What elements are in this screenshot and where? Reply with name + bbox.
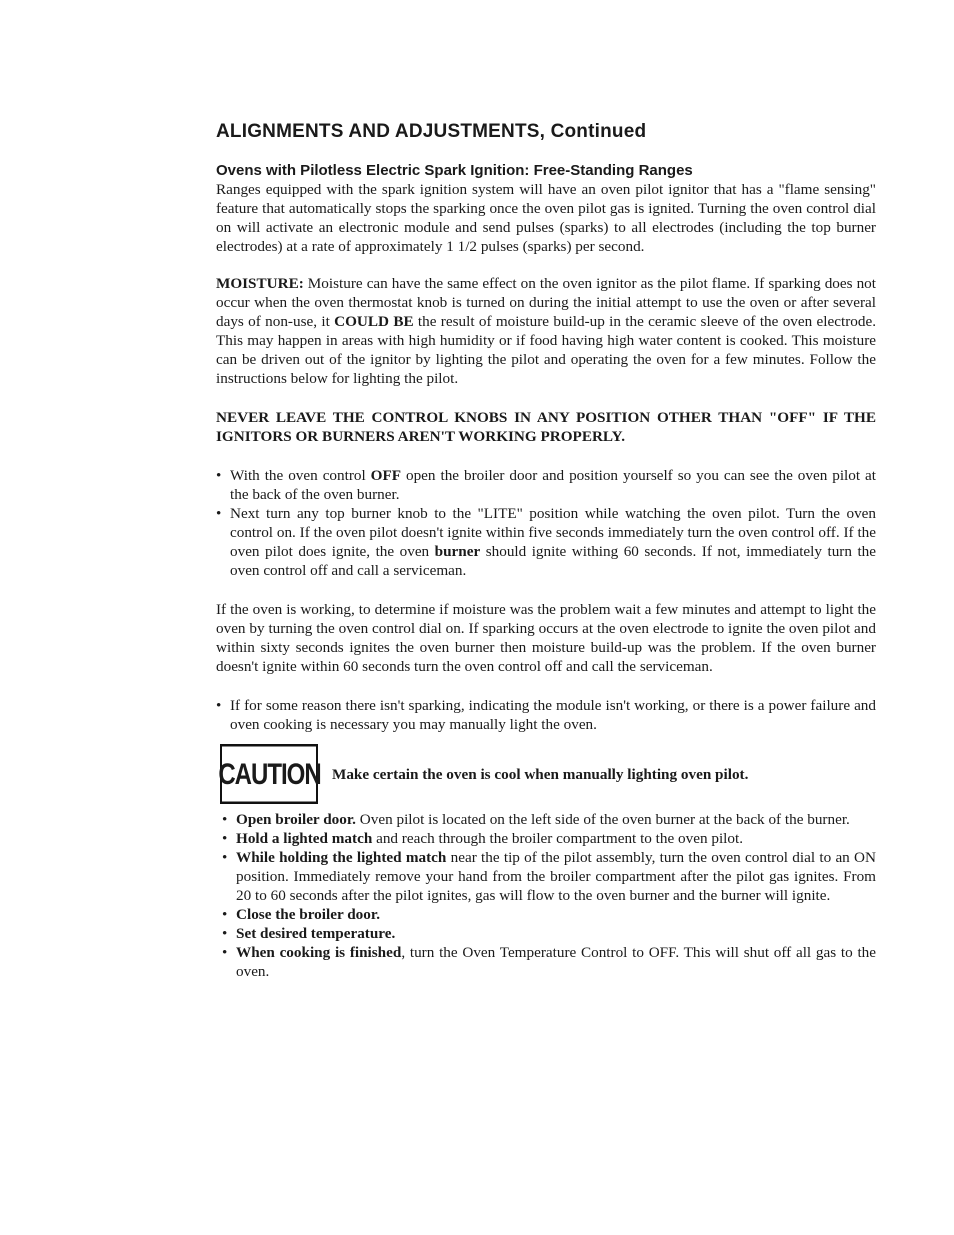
bullet-icon: • — [222, 849, 228, 866]
initial-steps-list — [216, 466, 876, 580]
step-text: near the tip of the pilot assembly, turn the oven control dial to an ON position. Immediately remove your hand from the broiler compartment after the pilot gas ignites. From 20 to 60 seconds after the pilot ignites, gas will flow to the oven burner and the burner will ignite. — [236, 849, 876, 904]
bullet-icon: • — [216, 505, 222, 522]
bullet-icon: • — [222, 830, 228, 847]
list-item — [222, 924, 876, 943]
list-item — [222, 829, 876, 848]
bullet-text: With the oven control — [230, 467, 371, 484]
list-item — [222, 905, 876, 924]
bullet-text: Next turn any top burner knob to the "LITE" position while watching the oven pilot. Turn the oven control on. If the oven pilot doesn't ignite within five seconds immediately turn the oven control off. If the oven pilot does ignite, the oven — [230, 505, 876, 560]
moisture-paragraph — [216, 274, 876, 388]
caution-text: Make certain the oven is cool when manually lighting oven pilot. — [332, 765, 749, 783]
bullet-icon: • — [222, 925, 228, 942]
bullet-bold: burner — [434, 543, 481, 560]
step-bold: Hold a lighted match — [236, 830, 373, 847]
warning-text: NEVER LEAVE THE CONTROL KNOBS IN ANY POSITION OTHER THAN "OFF" IF THE IGNITORS OR BURNERS AREN'T WORKING PROPERLY. — [216, 409, 876, 445]
page-heading: ALIGNMENTS AND ADJUSTMENTS, Continued — [216, 121, 647, 142]
bullet-icon: • — [216, 697, 222, 714]
list-item — [216, 696, 876, 734]
power-failure-list — [216, 696, 876, 734]
step-text: and reach through the broiler compartment to the oven pilot. — [372, 830, 743, 847]
list-item — [216, 466, 876, 504]
bullet-text: If for some reason there isn't sparking, indicating the module isn't working, or there is a power failure and oven cooking is necessary you may manually light the oven. — [230, 697, 876, 733]
bullet-text: should ignite withing 60 seconds. If not, immediately turn the oven control off and call a serviceman. — [230, 543, 877, 579]
list-item — [216, 504, 876, 580]
moisture-label: MOISTURE: — [216, 275, 304, 292]
step-bold: Close the broiler door. — [236, 906, 380, 923]
section-title: Ovens with Pilotless Electric Spark Ignition: Free-Standing Ranges — [216, 162, 693, 179]
manual-lighting-steps — [222, 810, 876, 981]
caution-notice — [220, 750, 876, 798]
list-item — [222, 810, 876, 829]
step-bold: While holding the lighted match — [236, 849, 447, 866]
step-text: Oven pilot is located on the left side of the oven burner at the back of the burner. — [355, 811, 850, 828]
bullet-icon: • — [222, 906, 228, 923]
bullet-icon: • — [222, 811, 228, 828]
step-bold: When cooking is finished — [236, 944, 402, 961]
moisture-emphasis: COULD BE — [334, 313, 414, 330]
moisture-text-2: the result of moisture build-up in the ceramic sleeve of the oven electrode. This may happen in areas with high humidity or if food having high water content is cooked. This moisture can be driven out of the ignitor by lighting the pilot and operating the oven for a few minutes. Follow the instructions below for lighting the pilot. — [216, 313, 877, 387]
moisture-text-1: Moisture can have the same effect on the oven ignitor as the pilot flame. If sparking does not occur when the oven thermostat knob is turned on during the initial attempt to use the oven or after several days of non-use, it — [216, 275, 876, 330]
list-item — [222, 848, 876, 905]
caution-label: CAUTION — [218, 757, 321, 791]
step-text: , turn the Oven Temperature Control to OFF. This will shut off all gas to the oven. — [236, 944, 876, 980]
bullet-bold: OFF — [370, 467, 402, 484]
list-item — [222, 943, 876, 981]
working-paragraph: If the oven is working, to determine if moisture was the problem wait a few minutes and attempt to light the oven by turning the oven control dial on. If sparking occurs at the oven electrode to ignite the oven pilot and within sixty seconds ignites the oven burner then moisture build-up was the problem. If the oven burner doesn't ignite within 60 seconds turn the oven control off and call the serviceman. — [216, 601, 876, 675]
bullet-icon: • — [216, 467, 222, 484]
intro-paragraph: Ranges equipped with the spark ignition system will have an oven pilot ignitor that has a "flame sensing" feature that automatically stops the sparking once the oven pilot gas is ignited. Turning the oven control dial on will activate an electronic module and send pulses (sparks) to all electrodes (including the top burner electrodes) at a rate of approximately 1 1/2 pulses (sparks) per second. — [216, 181, 876, 255]
step-bold: Set desired temperature. — [236, 925, 396, 942]
bullet-text: open the broiler door and position yourself so you can see the oven pilot at the back of the oven burner. — [230, 467, 876, 503]
document-page — [216, 122, 876, 981]
step-bold: Open broiler door. — [236, 811, 356, 828]
caution-badge — [218, 744, 321, 804]
bullet-icon: • — [222, 944, 228, 961]
